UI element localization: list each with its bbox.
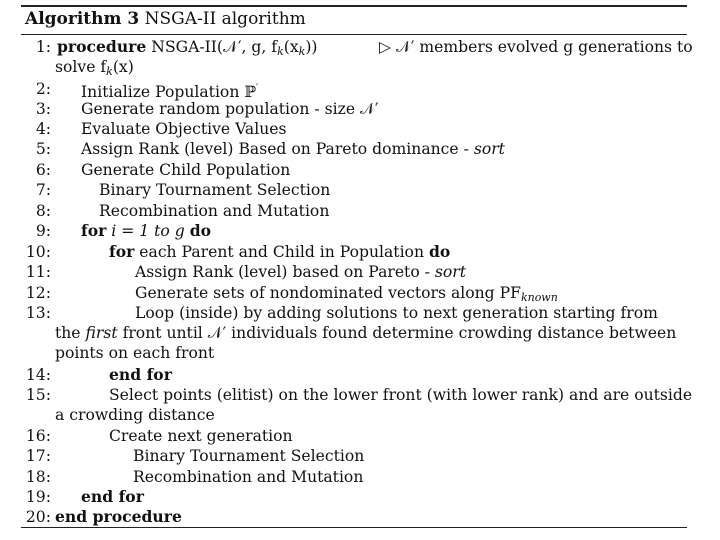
line-number: 3: <box>35 100 51 118</box>
subscript: known <box>520 291 558 304</box>
line-number: 13: <box>25 304 51 322</box>
line-text: i = 1 to g <box>111 222 185 240</box>
algorithm-line-13-continued <box>55 323 676 343</box>
line-text: the <box>55 324 86 342</box>
algorithm-name: NSGA-II algorithm <box>144 9 306 29</box>
line-text: Assign Rank (level) Based on Pareto dominance - <box>81 140 474 158</box>
line-text: Recombination and Mutation <box>99 202 330 220</box>
line-number: 19: <box>25 488 51 506</box>
line-text: front until 𝒩′ individuals found determine crowding distance between <box>117 324 677 342</box>
line-number: 9: <box>35 222 51 240</box>
line-text: each Parent and Child in Population <box>139 243 424 261</box>
subscript: k <box>277 45 284 58</box>
line-text: Generate Child Population <box>81 161 291 179</box>
keyword: for <box>81 221 107 240</box>
line-number: 8: <box>35 202 51 220</box>
italic-text: sort <box>434 263 467 281</box>
line-number: 17: <box>25 447 51 465</box>
line-number: 14: <box>25 366 51 384</box>
superscript: ′ <box>256 83 259 94</box>
line-number: 10: <box>25 243 51 261</box>
line-number: 7: <box>35 181 51 199</box>
line-text: a crowding distance <box>55 406 215 424</box>
line-text: Select points (elitist) on the lower front (with lower rank) and are outside <box>109 386 693 404</box>
line-text: (x <box>283 38 299 56</box>
line-text: points on each front <box>55 344 215 362</box>
keyword: procedure <box>57 37 147 56</box>
algorithm-line-13-continued-2 <box>55 343 214 363</box>
line-text: Generate sets of nondominated vectors along PF <box>135 284 521 302</box>
subscript: k <box>298 45 306 58</box>
line-number: 15: <box>25 386 51 404</box>
line-text: Generate random population - size 𝒩′ <box>81 100 379 118</box>
line-number: 5: <box>35 140 51 158</box>
line-number: 2: <box>35 80 51 98</box>
line-number: 1: <box>35 38 51 56</box>
subscript: k <box>106 65 113 78</box>
line-text: Binary Tournament Selection <box>99 181 331 199</box>
line-text: Loop (inside) by adding solutions to next generation starting from <box>135 304 658 322</box>
algorithm-label: Algorithm 3 <box>25 9 140 29</box>
line-body <box>81 221 211 241</box>
line-number: 18: <box>25 468 51 486</box>
keyword: for <box>109 242 135 261</box>
keyword: end for <box>109 365 172 384</box>
line-text: Create next generation <box>109 427 293 445</box>
line-text: (x) <box>112 58 134 76</box>
line-text: Assign Rank (level) based on Pareto - <box>135 263 435 281</box>
line-text: solve f <box>55 58 107 76</box>
line-text: Initialize Population ℙ <box>81 83 257 101</box>
line-text: Evaluate Objective Values <box>81 120 287 138</box>
line-text: NSGA-II(𝒩′, g, f <box>151 38 278 56</box>
line-number: 4: <box>35 120 51 138</box>
line-text: Binary Tournament Selection <box>133 447 365 465</box>
keyword: do <box>428 242 451 261</box>
line-text: Recombination and Mutation <box>133 468 364 486</box>
line-body <box>135 262 466 282</box>
line-number: 12: <box>25 284 51 302</box>
line-comment: ▷ 𝒩′ members evolved g generations to <box>379 38 693 56</box>
keyword: do <box>189 221 212 240</box>
line-number: 6: <box>35 161 51 179</box>
line-body <box>109 242 450 262</box>
line-body <box>81 139 505 159</box>
algorithm-line-15-continued <box>55 405 215 425</box>
keyword: end procedure <box>55 507 182 526</box>
line-number: 16: <box>25 427 51 445</box>
line-number: 11: <box>25 263 51 281</box>
keyword: end for <box>81 487 144 506</box>
line-number: 20: <box>25 508 51 526</box>
algorithm-title <box>25 7 306 31</box>
line-text: )) <box>305 38 318 56</box>
italic-text: sort <box>473 140 505 158</box>
title-rule <box>21 34 687 35</box>
italic-text: first <box>85 324 118 342</box>
bottom-rule <box>21 527 687 528</box>
